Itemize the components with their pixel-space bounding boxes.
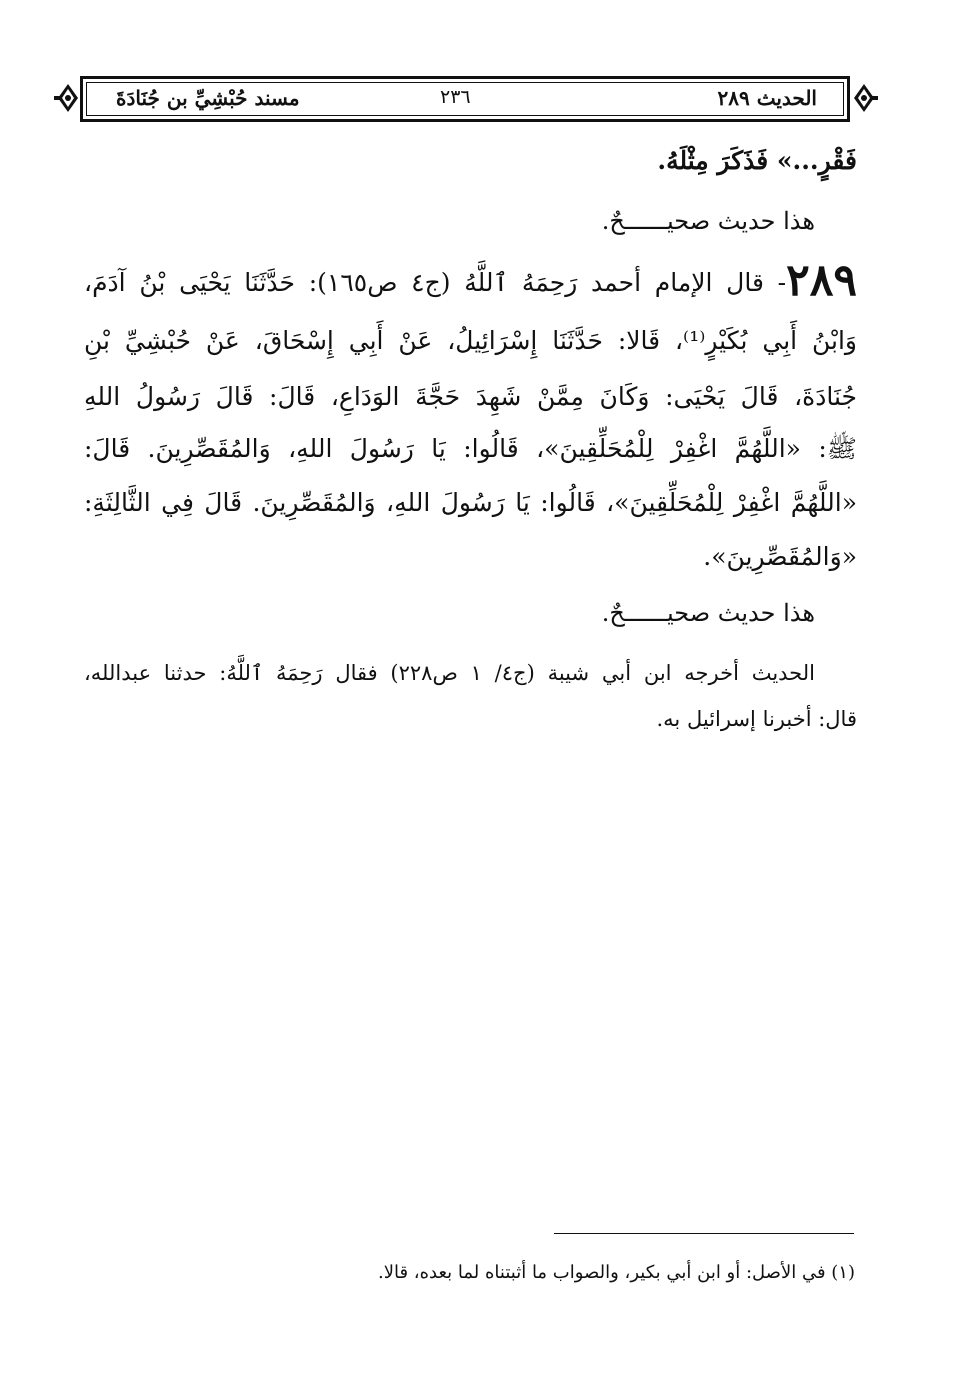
header-page-number: ٢٣٦ [440, 86, 471, 108]
text-line-7: «وَالمُقَصِّرِينَ». [703, 542, 857, 571]
text-line-6: «اللَّهُمَّ اغْفِرْ لِلْمُحَلِّقِينَ»، قَالُوا: يَا رَسُولَ اللهِ، وَالمُقَصِّرِينَ. قَالَ فِي الثَّالِثَةِ: [84, 488, 857, 517]
text-line-2: - قال الإمام أحمد رَحِمَهُ ٱللَّهُ (ج٤ ص١٦٥): حَدَّثَنَا يَحْيَى بْنُ آدَمَ، [84, 268, 787, 297]
grade-2: هذا حديث صحيــــــحٌ. [601, 599, 815, 627]
header-musnad-title: مسند حُبْشِيِّ بن جُنَادَةَ [116, 86, 300, 110]
note-line-2: قال: أخبرنا إسرائيل به. [656, 707, 857, 731]
footnote-text: (١) في الأصل: أو ابن أبي بكير، والصواب ما أثبتناه لما بعده، قالا. [378, 1262, 855, 1283]
text-line-1: فَقْرٍ...» فَذَكَرَ مِثْلَهُ. [657, 146, 857, 175]
hadith-number: ٢٨٩ [786, 255, 857, 306]
grade-1: هذا حديث صحيــــــحٌ. [601, 207, 815, 235]
text-line-5: ﷺ: «اللَّهُمَّ اغْفِرْ لِلْمُحَلِّقِينَ»، قَالُوا: يَا رَسُولَ اللهِ، وَالمُقَصِّرِينَ. قَالَ: [84, 434, 857, 463]
ornament-right-icon [852, 80, 878, 116]
text-line-3: وَابْنُ أَبِي بُكَيْرٍ⁽¹⁾، قَالا: حَدَّثَنَا إِسْرَائِيلُ، عَنْ أَبِي إِسْحَاقَ، عَنْ حُبْشِيِّ بْنِ [84, 326, 857, 355]
note-line-1: الحديث أخرجه ابن أبي شيبة (ج٤/ ١ ص٢٢٨) فقال رَحِمَهُ ٱللَّهُ: حدثنا عبدالله، [84, 661, 815, 685]
header-hadith-label: الحديث ٢٨٩ [717, 86, 817, 110]
hadith-289-first-line [84, 255, 857, 306]
footnote-separator [554, 1233, 854, 1234]
ornament-left-icon [54, 80, 80, 116]
text-line-4: جُنَادَةَ، قَالَ يَحْيَى: وَكَانَ مِمَّنْ شَهِدَ حَجَّةَ الوَدَاعِ، قَالَ: قَالَ رَسُولُ اللهِ [84, 382, 857, 411]
